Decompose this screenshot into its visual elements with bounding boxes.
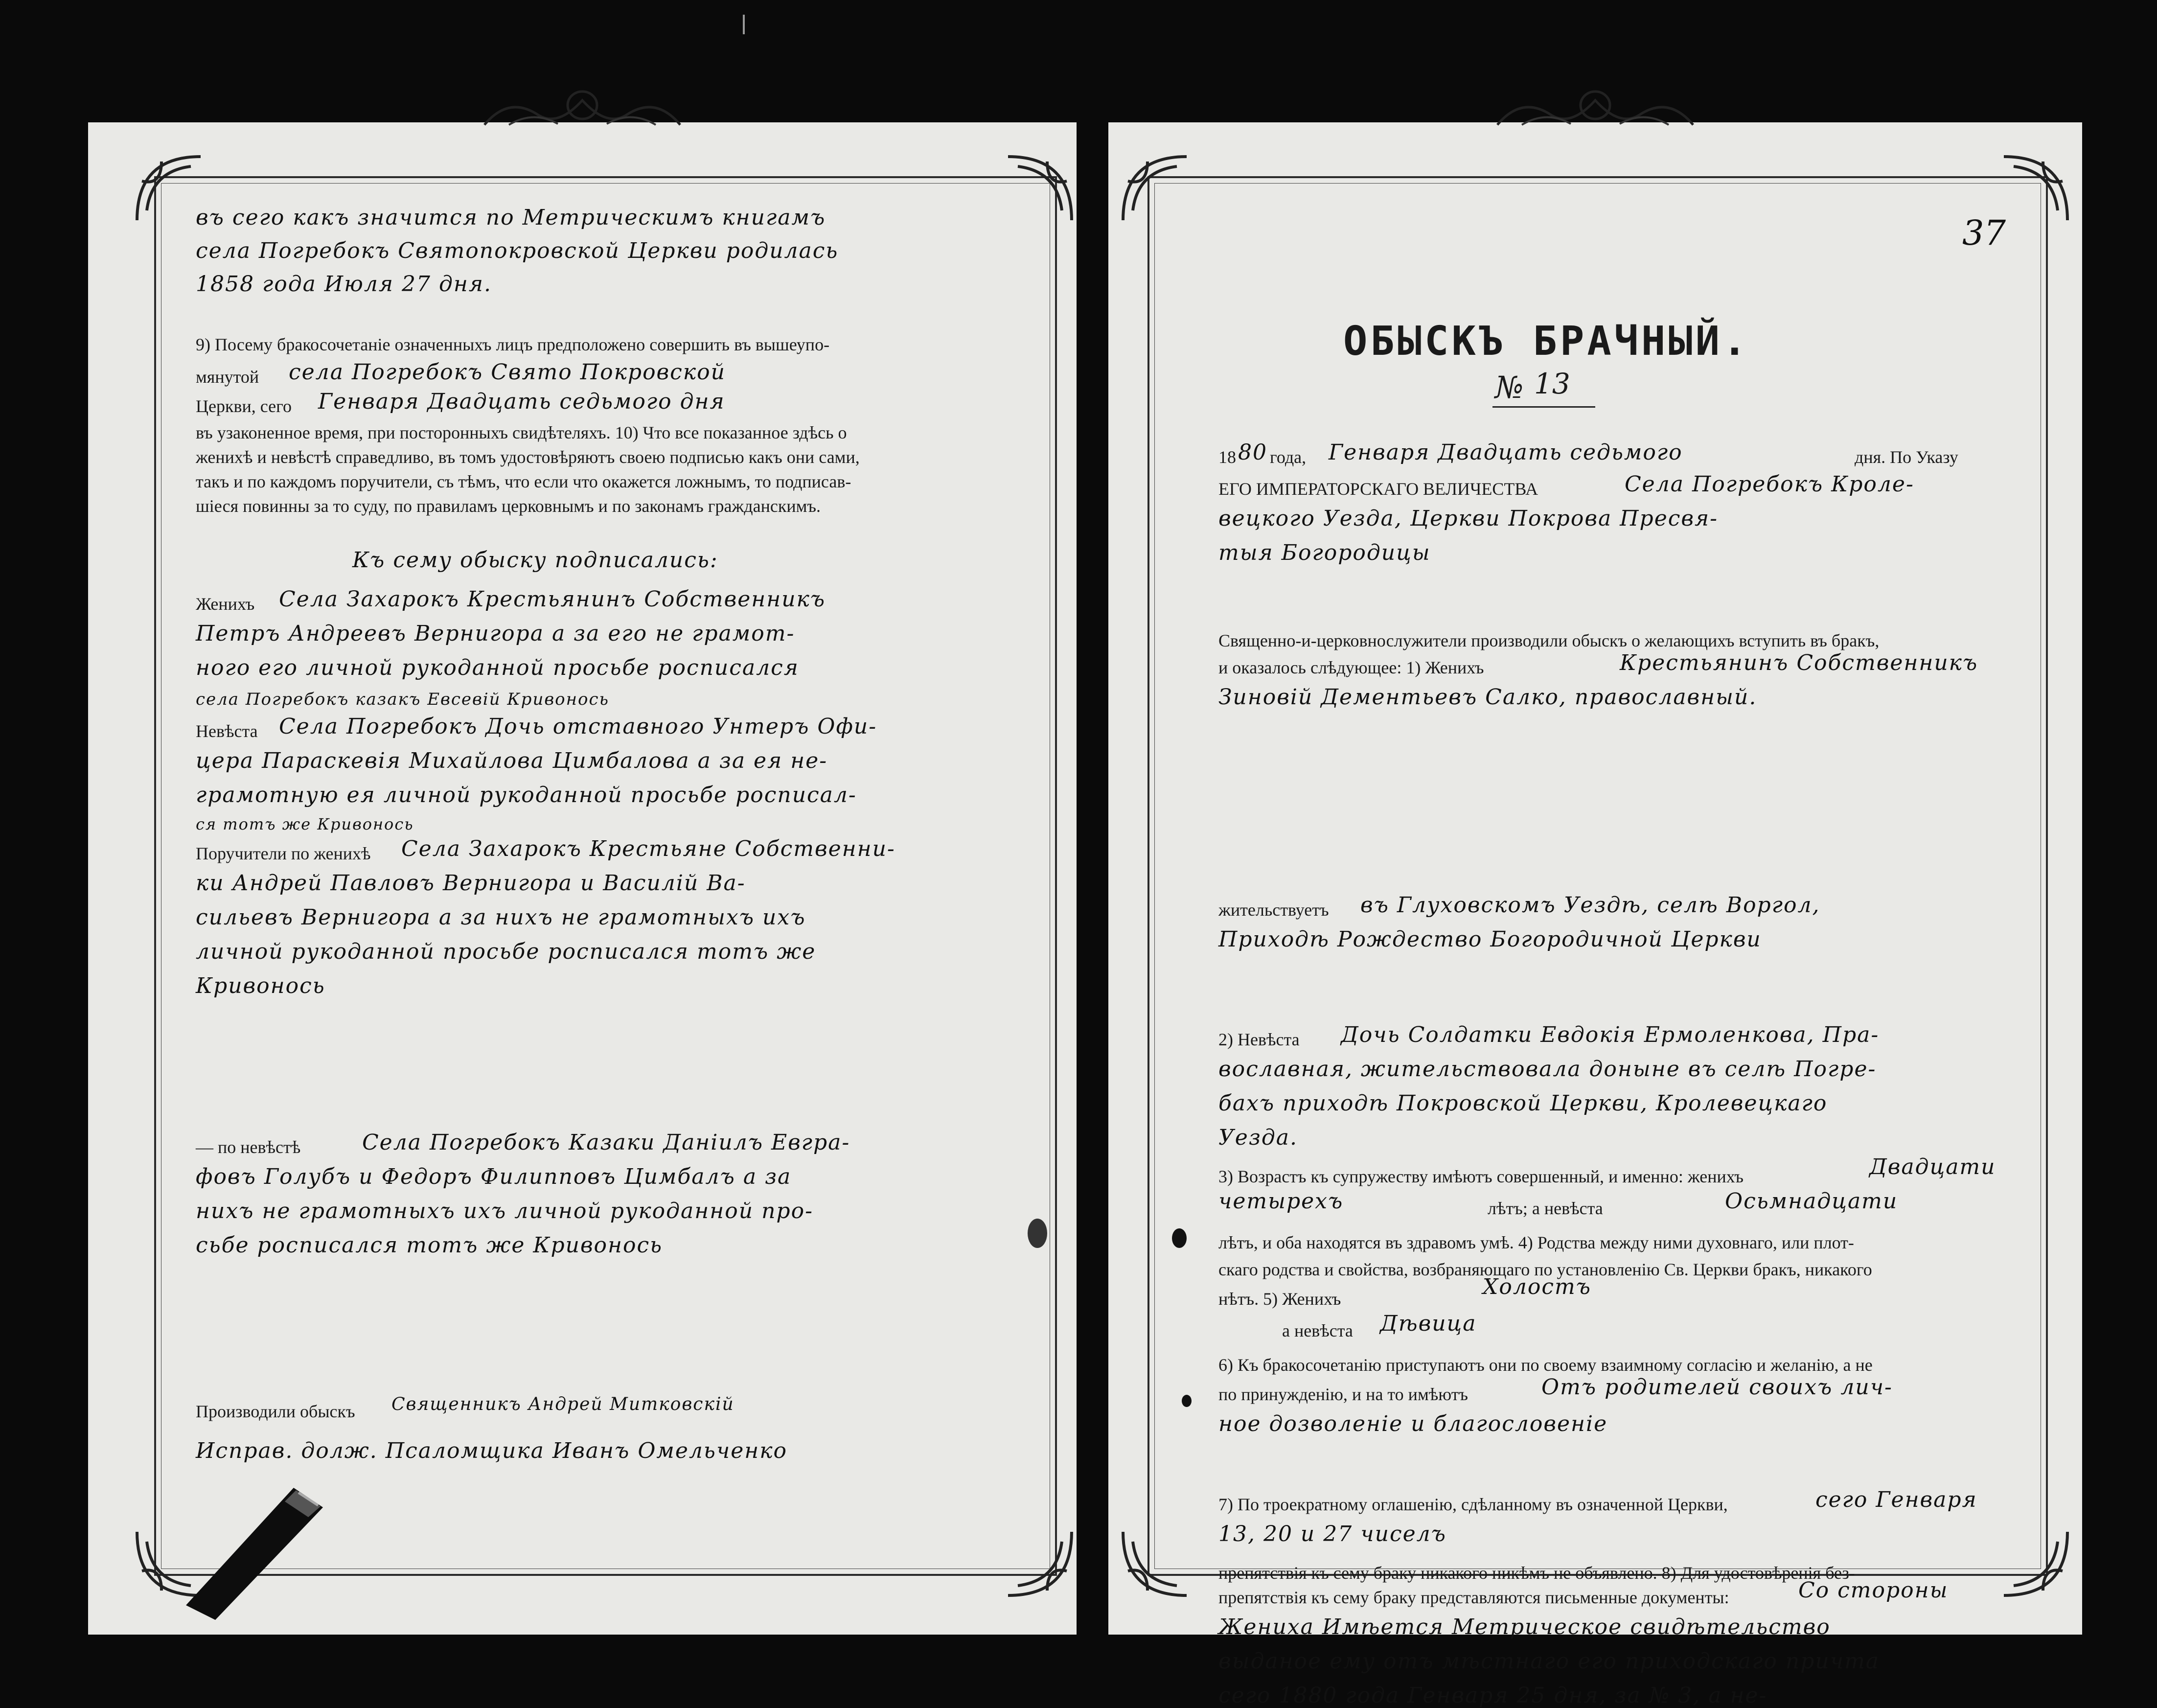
print-line: препятствія къ сему браку никакого никѣмъ не объявлено. 8) Для удостовѣренія без- (1218, 1563, 1855, 1583)
year-handwritten: 80 (1238, 440, 1267, 465)
handwritten-line: села Погребокъ Святопокровской Церкви родилась (196, 238, 839, 263)
ink-blot (1182, 1395, 1192, 1407)
handwritten-line: цера Параскевія Михайлова Цимбалова а за ея не- (196, 748, 828, 773)
handwritten-line: ки Андрей Павловъ Вернигора и Василій Ва- (196, 871, 746, 896)
handwritten-line: нихъ не грамотныхъ ихъ личной рукоданной про- (196, 1199, 813, 1223)
groom-label: Женихъ (196, 594, 255, 614)
print-line: скаго родства и свойства, возбраняющаго по установленію Св. Церкви бракъ, никакого (1218, 1260, 1872, 1279)
handwritten-date: Генваря Двадцать седьмого дня (318, 389, 725, 414)
print-line: нѣтъ. 5) Женихъ (1218, 1289, 1341, 1309)
year-print: 18 (1218, 447, 1236, 467)
residence-label: жительствуетъ (1218, 900, 1329, 920)
ornament-corner-icon (1118, 152, 1192, 225)
record-number-label: № (1495, 369, 1524, 405)
ornament-crown-icon (480, 86, 685, 135)
handwritten-line: выданое ему отъ мѣстнаго его приходскаго причта (1218, 1649, 1880, 1674)
title-underline (1492, 406, 1595, 408)
left-page (88, 122, 1077, 1635)
handwritten-line: грамотную ея личной рукоданной просьбе росписал- (196, 783, 857, 808)
handwritten-line: Отъ родителей своихъ лич- (1541, 1375, 1893, 1400)
handwritten-line: 1858 года Июля 27 дня. (196, 272, 492, 297)
handwritten-line: Дочь Солдатки Евдокія Ермоленкова, Пра- (1341, 1022, 1880, 1047)
handwritten-line: ное дозволеніе и благословеніе (1218, 1411, 1608, 1436)
document-title: ОБЫСКЪ БРАЧНЫЙ. (1343, 318, 1750, 365)
handwritten-bride-status: Дѣвица (1380, 1311, 1477, 1336)
handwritten-line: Исправ. долж. Псаломщика Иванъ Омельченко (196, 1438, 788, 1463)
print-line: лѣтъ, и оба находятся въ здравомъ умѣ. 4) Родства между ними духовнаго, или плот- (1218, 1233, 1854, 1252)
handwritten-line: въ сего какъ значится по Метрическимъ книгамъ (196, 205, 826, 230)
handwritten-line: Жениха Имѣется Метрическое свидѣтельство (1218, 1615, 1831, 1639)
handwritten-line: сего 1880 года Генваря 25 дня, за № 3, а не- (1218, 1683, 1767, 1708)
handwritten-line: Со стороны (1798, 1578, 1949, 1603)
handwritten-line: сильевъ Вернигора а за нихъ не грамотныхъ ихъ (196, 905, 806, 930)
ornament-corner-icon (132, 152, 206, 225)
handwritten-groom-status: Холостъ (1483, 1274, 1592, 1299)
handwritten-line: ного его личной рукоданной просьбе росписался (196, 655, 799, 680)
year-suffix: года, (1270, 447, 1307, 467)
ornament-corner-icon (1118, 1527, 1192, 1600)
handwritten-line: Петръ Андреевъ Вернигора а за его не грамот- (196, 621, 795, 646)
handwritten-line: Села Погребокъ Казаки Даніилъ Евгра- (362, 1130, 850, 1155)
handwritten-line: сьбе росписался тотъ же Кривонось (196, 1233, 663, 1258)
print-line: мянутой (196, 367, 259, 387)
ornament-corner-icon (1999, 152, 2072, 225)
handwritten-line: села Погребокъ казакъ Евсевій Кривонось (196, 690, 610, 709)
handwritten-age-bride: Осьмнадцати (1725, 1189, 1898, 1214)
ornament-corner-icon (1003, 152, 1077, 225)
handwritten-line: Села Захарокъ Крестьянинъ Собственникъ (279, 587, 826, 612)
print-line: Священно-и-церковнослужители производили обыскъ о желающихъ вступить въ бракъ, (1218, 631, 1880, 650)
record-number-value: 13 (1534, 367, 1570, 400)
ornament-crown-icon (1492, 86, 1698, 135)
print-line: такъ и по каждомъ поручители, съ тѣмъ, что если что окажется ложнымъ, то подписав- (196, 472, 851, 491)
handwritten-line: Зиновій Дементьевъ Салко, православный. (1218, 685, 1757, 710)
handwritten-line: Села Погребокъ Кроле- (1625, 472, 1914, 497)
gutter-mark (743, 15, 745, 34)
print-line: препятствія къ сему браку представляются письменные документы: (1218, 1588, 1729, 1607)
handwritten-age-groom: четырехъ (1218, 1189, 1344, 1214)
handwritten-line: Священникъ Андрей Митковскій (391, 1394, 734, 1414)
right-page (1108, 122, 2082, 1708)
print-line: шіеся повинны за то суду, по правиламъ церковнымъ и по законамъ гражданскимъ. (196, 496, 821, 516)
handwritten-line: личной рукоданной просьбе росписался тотъ же (196, 939, 816, 964)
handwritten-line: Приходѣ Рождество Богородичной Церкви (1218, 927, 1762, 952)
ornament-corner-icon (1003, 1527, 1077, 1600)
handwritten-line: вецкого Уезда, Церкви Покрова Пресвя- (1218, 506, 1718, 531)
bride-label: 2) Невѣста (1218, 1030, 1300, 1049)
print-line: лѣтъ; а невѣста (1488, 1199, 1603, 1218)
handwritten-line: Села Захарокъ Крестьяне Собственни- (401, 836, 895, 861)
handwritten-line: Кривонось (196, 973, 325, 998)
handwritten-line: Села Погребокъ Дочь отставного Унтеръ Офи- (279, 714, 877, 739)
handwritten-line: бахъ приходѣ Покровской Церкви, Кролевецкаго (1218, 1091, 1828, 1116)
print-line: 7) По троекратному оглашенію, сдѣланному въ означенной Церкви, (1218, 1495, 1728, 1514)
page-number: 37 (1962, 213, 2006, 253)
majesty-print: ЕГО ИМПЕРАТОРСКАГО ВЕЛИЧЕСТВА (1218, 479, 1538, 499)
print-line: 9) Посему бракосочетаніе означенныхъ лицъ предположено совершить въ вышеупо- (196, 335, 830, 354)
handwritten-line: фовъ Голубъ и Федоръ Филипповъ Цимбалъ а за (196, 1164, 792, 1189)
ornament-corner-icon (1999, 1527, 2072, 1600)
print-line: въ узаконенное время, при посторонныхъ свидѣтеляхъ. 10) Что все показанное здѣсь о (196, 423, 847, 442)
print-line: 3) Возрастъ къ супружеству имѣютъ совершенный, и именно: женихъ (1218, 1167, 1744, 1186)
pen-icon (181, 1478, 338, 1625)
handwritten-line: вославная, жительствовала доныне въ селѣ Погре- (1218, 1057, 1877, 1082)
handwritten-line: тыя Богородицы (1218, 540, 1431, 565)
ink-blot (1028, 1219, 1047, 1248)
handwritten-line: сего Генваря (1815, 1487, 1977, 1512)
bride-sureties-label: — по невѣстѣ (196, 1137, 301, 1157)
handwritten-line: ся тотъ же Кривонось (196, 815, 414, 833)
print-line: женихѣ и невѣстѣ справедливо, въ томъ удостовѣряютъ своею подписью какъ они сами, (196, 447, 860, 467)
date-print: дня. По Указу (1855, 447, 1958, 467)
print-line: Церкви, сего (196, 396, 292, 416)
handwritten-line: Крестьянинъ Собственникъ (1620, 650, 1978, 675)
handwritten-line: Уезда. (1218, 1125, 1298, 1150)
date-handwritten: Генваря Двадцать седьмого (1329, 440, 1683, 465)
print-line: по принужденію, и на то имѣютъ (1218, 1385, 1469, 1404)
handwritten-age-groom: Двадцати (1869, 1154, 1996, 1179)
ink-blot (1172, 1228, 1187, 1248)
groom-sureties-label: Поручители по женихѣ (196, 844, 371, 863)
print-line: и оказалось слѣдующее: 1) Женихъ (1218, 658, 1484, 677)
handwritten-line: въ Глуховскомъ Уездѣ, селѣ Воргол, (1360, 893, 1820, 918)
signed-heading: Къ сему обыску подписались: (352, 548, 718, 573)
bride-label: Невѣста (196, 721, 258, 741)
bride-status-label: а невѣста (1282, 1321, 1353, 1340)
conducted-label: Производили обыскъ (196, 1402, 355, 1421)
handwritten-line: 13, 20 и 27 чиселъ (1218, 1522, 1446, 1546)
handwritten-church: села Погребокъ Свято Покровской (289, 360, 726, 385)
print-line: 6) Къ бракосочетанію приступаютъ они по своему взаимному согласію и желанію, а не (1218, 1355, 1873, 1375)
